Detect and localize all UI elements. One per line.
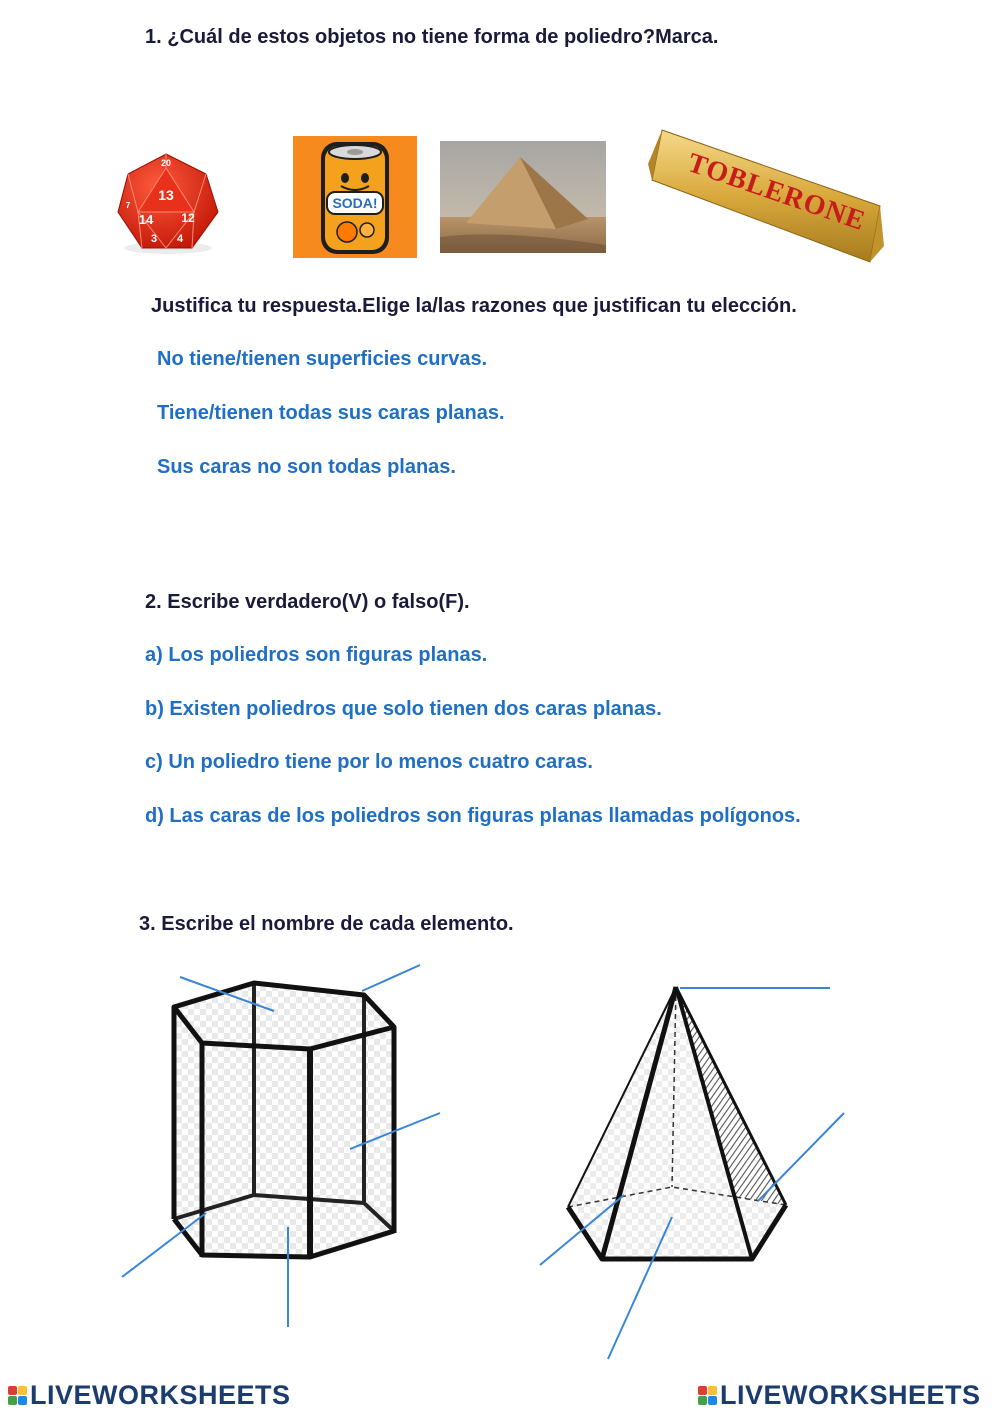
statement-b[interactable]: b) Existen poliedros que solo tienen dos caras planas.	[145, 698, 662, 720]
statement-c[interactable]: c) Un poliedro tiene por lo menos cuatro caras.	[145, 751, 593, 773]
dice-number: 3	[150, 233, 158, 245]
dice-number: 14	[138, 212, 154, 227]
pyramid-icon	[440, 141, 606, 253]
reason-option-2[interactable]: Tiene/tienen todas sus caras planas.	[157, 402, 505, 424]
statement-d[interactable]: d) Las caras de los poliedros son figuras planas llamadas polígonos.	[145, 805, 801, 827]
justify-prompt: Justifica tu respuesta.Elige la/las razones que justifican tu elección.	[151, 295, 797, 317]
reason-option-1[interactable]: No tiene/tienen superficies curvas.	[157, 348, 488, 370]
soda-label: SODA!	[332, 195, 378, 211]
liveworksheets-logo-right	[698, 1380, 981, 1411]
toblerone-brand: TOBLERONE	[683, 147, 870, 238]
pentagonal-pyramid-diagram	[530, 955, 860, 1365]
liveworksheets-mark-icon	[698, 1386, 717, 1405]
question-3-title: 3. Escribe el nombre de cada elemento.	[139, 913, 514, 935]
dice-number: 4	[176, 233, 184, 245]
pointer-line	[758, 1113, 844, 1201]
pointer-line	[362, 965, 420, 991]
liveworksheets-mark-icon	[8, 1386, 27, 1405]
dice-number: 20	[160, 158, 172, 168]
question-1-title: 1. ¿Cuál de estos objetos no tiene forma de poliedro?Marca.	[145, 26, 719, 48]
statement-a[interactable]: a) Los poliedros son figuras planas.	[145, 644, 488, 666]
dice-number: 12	[181, 211, 195, 225]
dice-number: 7	[125, 201, 131, 210]
soda-can-icon	[293, 136, 417, 258]
d20-dice-image[interactable]	[108, 150, 226, 258]
pyramid-photo[interactable]	[440, 141, 606, 253]
brand-text: LIVEWORKSHEETS	[30, 1380, 291, 1410]
toblerone-image[interactable]	[648, 124, 886, 264]
brand-text: LIVEWORKSHEETS	[720, 1380, 981, 1410]
liveworksheets-logo-left	[8, 1380, 291, 1411]
reason-option-3[interactable]: Sus caras no son todas planas.	[157, 456, 456, 478]
soda-can-image[interactable]	[293, 136, 417, 258]
question-2-title: 2. Escribe verdadero(V) o falso(F).	[145, 591, 470, 613]
toblerone-icon	[648, 124, 886, 264]
dice-number: 13	[158, 187, 174, 203]
d20-dice-icon	[108, 150, 226, 258]
hexagonal-prism-diagram	[110, 955, 450, 1335]
